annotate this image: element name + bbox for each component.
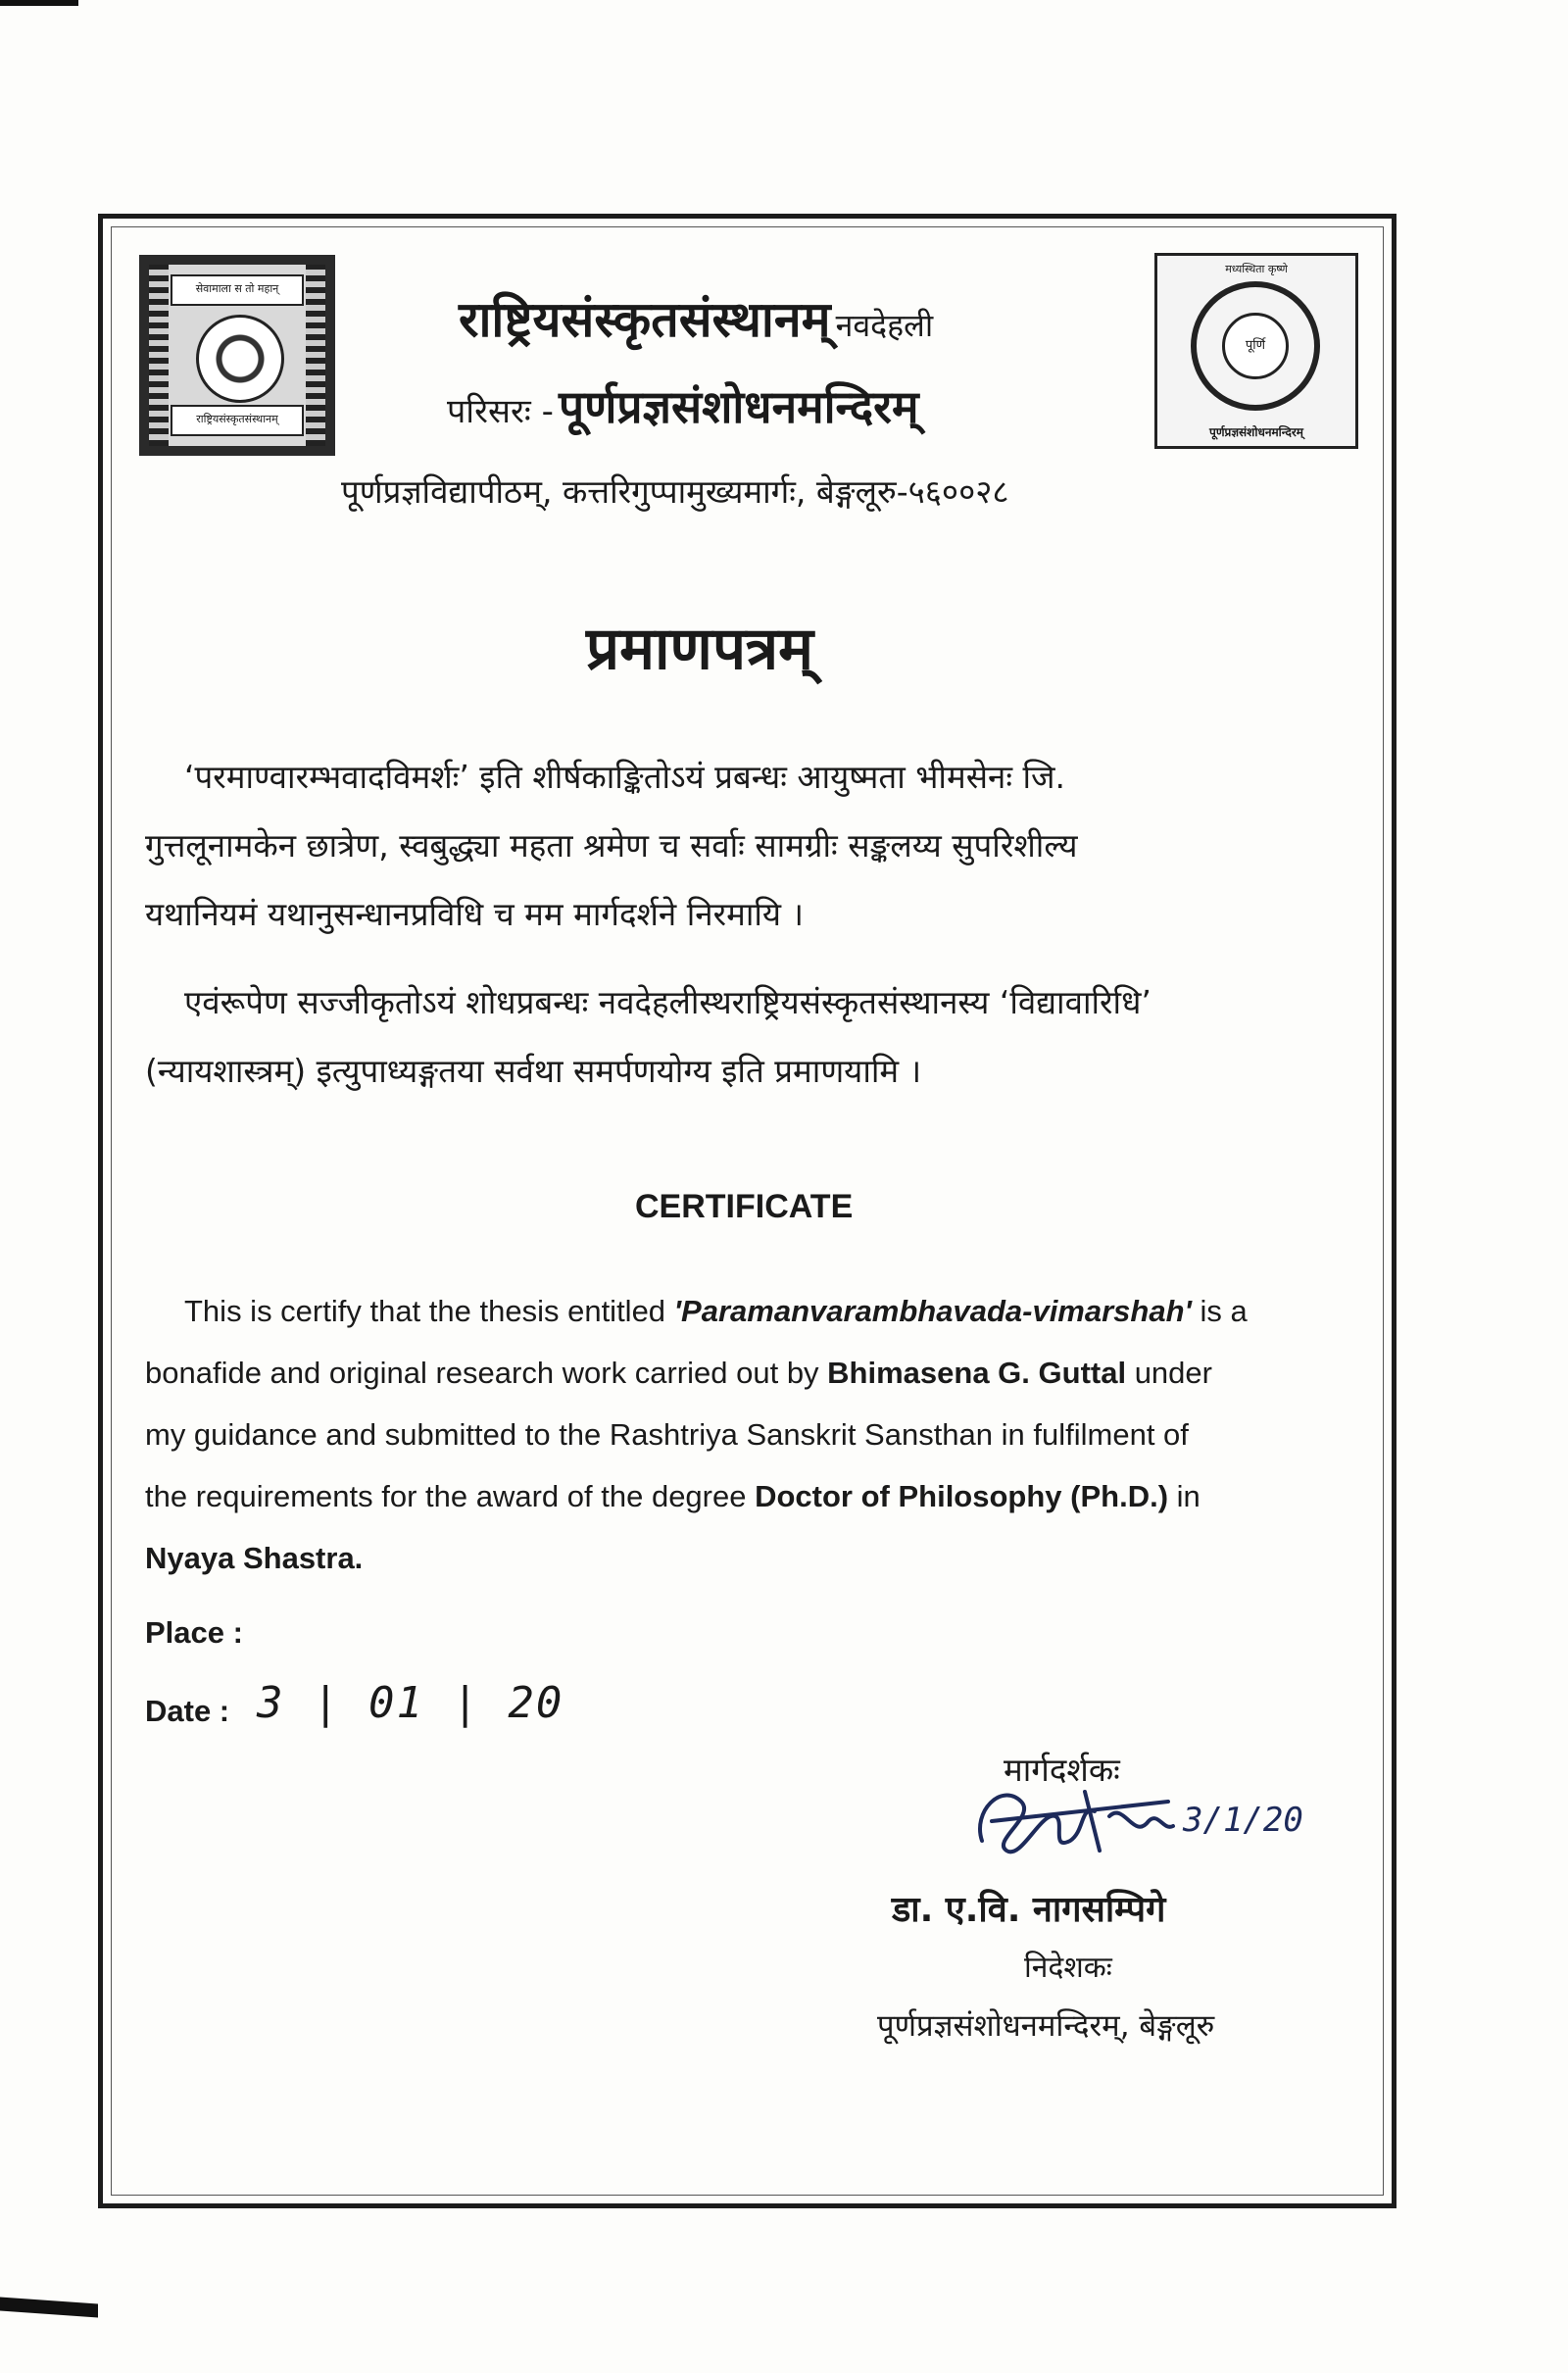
certificate-line-3: my guidance and submitted to the Rashtriya Sanskrit Sansthan in fulfilment of	[145, 1417, 1189, 1452]
text: is a	[1191, 1294, 1248, 1328]
institute-logo	[139, 255, 335, 456]
institute-heading	[459, 284, 933, 351]
date-label: Date :	[145, 1694, 230, 1728]
scan-edge-mark	[0, 0, 78, 6]
campus-emblem-center-text: पूर्णि	[1222, 313, 1289, 379]
campus-logo	[1154, 253, 1358, 449]
sanskrit-para2-line: (न्यायशास्त्रम्) इत्युपाध्यङ्गतया सर्वथा समर्पणयोग्य इति प्रमाणयामि ।	[145, 1052, 922, 1090]
lotus-emblem-icon	[196, 315, 284, 403]
logo-bottom-text: राष्ट्रियसंस्कृतसंस्थानम्	[171, 405, 304, 436]
address: पूर्णप्रज्ञविद्यापीठम्, कत्तरिगुप्पामुख्यमार्गः, बेङ्गलूरु-५६००२८	[341, 472, 1009, 511]
text: under	[1126, 1356, 1212, 1390]
guide-role: निदेशकः	[1024, 1951, 1112, 1985]
sanskrit-para1-line: यथानियमं यथानुसन्धानप्रविधि च मम मार्गदर्शने निरमायि ।	[145, 895, 805, 933]
text: This is certify that the thesis entitled	[184, 1294, 674, 1328]
text: the requirements for the award of the degree	[145, 1479, 756, 1513]
guide-label: मार्गदर्शकः	[1004, 1751, 1120, 1789]
subject-name: Nyaya Shastra.	[145, 1541, 364, 1575]
campus-logo-top-text: मध्यस्थिता कृष्णे	[1225, 263, 1288, 275]
place-label: Place :	[145, 1615, 243, 1650]
logo-top-text: सेवामाला स तो महान्	[171, 274, 304, 306]
sanskrit-para2-line: एवंरूपेण सज्जीकृतोऽयं शोधप्रबन्धः नवदेहलीस्थराष्ट्रियसंस्कृतसंस्थानस्य ‘विद्यावारिधि’	[184, 983, 1152, 1021]
campus-heading	[447, 375, 919, 436]
handwritten-date: 3 | 01 | 20	[257, 1678, 564, 1728]
guide-name: डा. ए.वि. नागसम्पिगे	[892, 1890, 1166, 1930]
certificate-line-2	[145, 1356, 1212, 1391]
institute-name: राष्ट्रियसंस्कृतसंस्थानम्	[459, 291, 831, 348]
campus-name: पूर्णप्रज्ञसंशोधनमन्दिरम्	[558, 380, 919, 433]
sanskrit-para1-line: गुत्तलूनामकेन छात्रेण, स्वबुद्ध्या महता श्रमेण च सर्वाः सामग्रीः सङ्कलय्य सुपरिशील्य	[145, 826, 1078, 865]
thesis-title: 'Paramanvarambhavada-vimarshah'	[673, 1294, 1192, 1328]
degree-name: Doctor of Philosophy (Ph.D.)	[755, 1479, 1169, 1513]
scan-edge-mark	[0, 2298, 98, 2318]
certificate-line-4	[145, 1479, 1200, 1514]
campus-logo-caption: पूर्णप्रज्ञसंशोधनमन्दिरम्	[1209, 425, 1303, 439]
guide-organization: पूर्णप्रज्ञसंशोधनमन्दिरम्, बेङ्गलूरु	[877, 2008, 1215, 2044]
campus-label: परिसरः -	[447, 392, 554, 431]
text: bonafide and original research work carried out by	[145, 1356, 828, 1390]
certificate-line-1	[184, 1294, 1248, 1329]
sanskrit-para1-line: ‘परमाण्वारम्भवादविमर्शः’ इति शीर्षकाङ्कितोऽयं प्रबन्धः आयुष्मता भीमसेनः जि.	[184, 758, 1066, 796]
text: in	[1168, 1479, 1200, 1513]
sanskrit-title: प्रमाणपत्रम्	[586, 615, 814, 683]
signature-date: 3/1/20	[1183, 1801, 1303, 1840]
campus-emblem-icon	[1191, 281, 1320, 411]
certificate-title: CERTIFICATE	[635, 1188, 854, 1225]
guide-signature-icon	[962, 1772, 1325, 1865]
candidate-name: Bhimasena G. Guttal	[827, 1356, 1127, 1390]
institute-city: नवदेहली	[835, 307, 934, 344]
